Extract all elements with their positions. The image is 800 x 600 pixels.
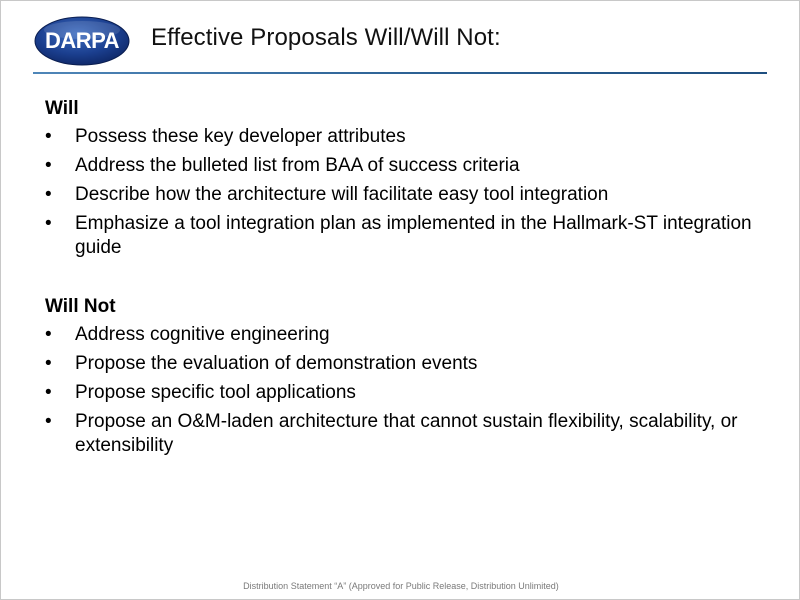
list-item <box>45 125 765 149</box>
list-item <box>45 381 765 405</box>
bullet-icon: • <box>45 155 52 176</box>
will-not-list <box>45 323 765 458</box>
section-will-not <box>45 295 765 458</box>
bullet-icon: • <box>45 353 52 374</box>
list-item-text: Propose the evaluation of demonstration events <box>75 353 478 374</box>
bullet-icon: • <box>45 213 52 234</box>
list-item <box>45 352 765 376</box>
bullet-icon: • <box>45 324 52 345</box>
section-heading-will-not: Will Not <box>45 296 116 317</box>
slide-title: Effective Proposals Will/Will Not: <box>151 24 501 51</box>
bullet-icon: • <box>45 382 52 403</box>
section-spacer <box>45 265 765 295</box>
list-item-text: Emphasize a tool integration plan as implemented in the Hallmark-ST integration guide <box>75 213 752 258</box>
slide-content <box>45 97 765 463</box>
header-divider <box>33 72 767 74</box>
list-item <box>45 154 765 178</box>
logo-text: DARPA <box>44 28 120 53</box>
list-item-text: Describe how the architecture will facilitate easy tool integration <box>75 184 609 205</box>
bullet-icon: • <box>45 126 52 147</box>
bullet-icon: • <box>45 184 52 205</box>
section-heading-will: Will <box>45 98 79 119</box>
list-item-text: Address the bulleted list from BAA of success criteria <box>75 155 520 176</box>
list-item <box>45 212 765 260</box>
list-item <box>45 323 765 347</box>
list-item-text: Address cognitive engineering <box>75 324 330 345</box>
list-item <box>45 410 765 458</box>
list-item-text: Propose specific tool applications <box>75 382 356 403</box>
bullet-icon: • <box>45 411 52 432</box>
darpa-logo <box>34 16 130 66</box>
list-item-text: Possess these key developer attributes <box>75 126 406 147</box>
list-item <box>45 183 765 207</box>
list-item-text: Propose an O&M-laden architecture that cannot sustain flexibility, scalability, or extensibility <box>75 411 738 456</box>
section-will <box>45 97 765 260</box>
distribution-statement: Distribution Statement “A” (Approved for Public Release, Distribution Unlimited) <box>243 581 559 591</box>
will-list <box>45 125 765 260</box>
